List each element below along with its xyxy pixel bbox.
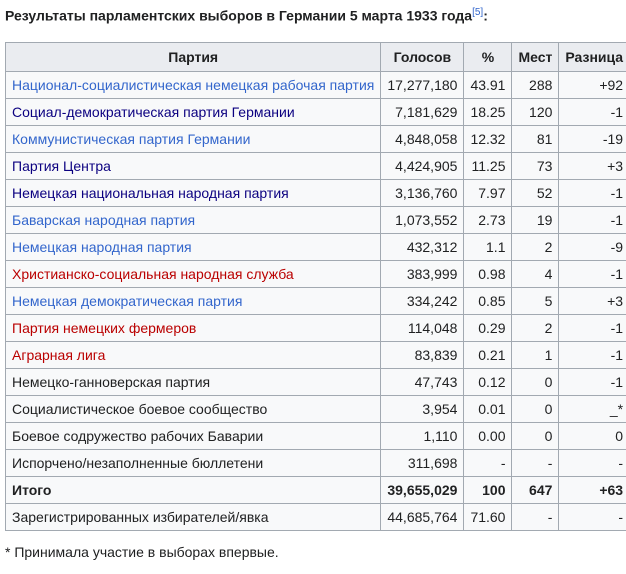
votes-cell: 44,685,764: [381, 504, 464, 531]
percent-cell: 7.97: [464, 180, 512, 207]
votes-cell: 47,743: [381, 369, 464, 396]
total-row: [6, 477, 626, 504]
party-cell: [6, 207, 381, 234]
election-results-table: [5, 42, 626, 531]
votes-cell: 1,073,552: [381, 207, 464, 234]
seats-cell: -: [512, 450, 559, 477]
table-caption: [5, 7, 488, 24]
footnote: * Принимала участие в выборах впервые.: [5, 544, 279, 560]
votes-cell: 39,655,029: [381, 477, 464, 504]
seats-cell: 2: [512, 315, 559, 342]
party-name: Социалистическое боевое сообщество: [12, 401, 268, 417]
seats-cell: -: [512, 504, 559, 531]
diff-cell: -19: [559, 126, 626, 153]
table-row: [6, 99, 626, 126]
seats-cell: 52: [512, 180, 559, 207]
votes-cell: 3,136,760: [381, 180, 464, 207]
header-percent[interactable]: %: [464, 43, 512, 72]
party-name: Испорчено/незаполненные бюллетени: [12, 455, 264, 471]
table-row: [6, 207, 626, 234]
diff-cell: -1: [559, 99, 626, 126]
party-cell: [6, 99, 381, 126]
party-cell: [6, 234, 381, 261]
percent-cell: 1.1: [464, 234, 512, 261]
party-link[interactable]: Христианско-социальная народная служба: [12, 266, 294, 282]
caption-text: Результаты парламентских выборов в Германии 5 марта 1933 года: [5, 7, 473, 24]
percent-cell: 71.60: [464, 504, 512, 531]
seats-cell: 120: [512, 99, 559, 126]
votes-cell: 3,954: [381, 396, 464, 423]
votes-cell: 4,848,058: [381, 126, 464, 153]
party-cell: [6, 315, 381, 342]
table-row: [6, 315, 626, 342]
party-name: Боевое содружество рабочих Баварии: [12, 428, 264, 444]
caption-colon: :: [483, 7, 488, 24]
diff-cell: -1: [559, 261, 626, 288]
seats-cell: 5: [512, 288, 559, 315]
diff-cell: -1: [559, 369, 626, 396]
party-cell: [6, 369, 381, 396]
party-cell: [6, 153, 381, 180]
party-cell: [6, 126, 381, 153]
percent-cell: 0.98: [464, 261, 512, 288]
percent-cell: 0.29: [464, 315, 512, 342]
table-row: [6, 261, 626, 288]
seats-cell: 19: [512, 207, 559, 234]
party-name: Немецко-ганноверская партия: [12, 374, 211, 390]
table-row: [6, 72, 626, 99]
party-name: Итого: [12, 482, 52, 498]
percent-cell: 43.91: [464, 72, 512, 99]
table-header-row: [6, 43, 626, 72]
table-row: [6, 369, 626, 396]
table-row: [6, 423, 626, 450]
diff-cell: +3: [559, 288, 626, 315]
seats-cell: 2: [512, 234, 559, 261]
percent-cell: 18.25: [464, 99, 512, 126]
party-cell: [6, 504, 381, 531]
party-link[interactable]: Партия Центра: [12, 158, 111, 174]
party-cell: [6, 396, 381, 423]
party-link[interactable]: Немецкая национальная народная партия: [12, 185, 289, 201]
party-link[interactable]: Партия немецких фермеров: [12, 320, 197, 336]
percent-cell: -: [464, 450, 512, 477]
party-link[interactable]: Немецкая демократическая партия: [12, 293, 243, 309]
table-row: [6, 234, 626, 261]
seats-cell: 647: [512, 477, 559, 504]
seats-cell: 1: [512, 342, 559, 369]
table-row: [6, 504, 626, 531]
diff-cell: 0: [559, 423, 626, 450]
diff-cell: -9: [559, 234, 626, 261]
party-link[interactable]: Коммунистическая партия Германии: [12, 131, 251, 147]
diff-cell: -1: [559, 315, 626, 342]
table-row: [6, 396, 626, 423]
header-diff[interactable]: Разница: [559, 43, 626, 72]
diff-cell: -1: [559, 342, 626, 369]
table-row: [6, 153, 626, 180]
header-seats[interactable]: Мест: [512, 43, 559, 72]
diff-cell: +3: [559, 153, 626, 180]
votes-cell: 114,048: [381, 315, 464, 342]
votes-cell: 4,424,905: [381, 153, 464, 180]
seats-cell: 81: [512, 126, 559, 153]
header-party[interactable]: Партия: [6, 43, 381, 72]
seats-cell: 0: [512, 396, 559, 423]
party-link[interactable]: Социал-демократическая партия Германии: [12, 104, 295, 120]
percent-cell: 0.21: [464, 342, 512, 369]
percent-cell: 0.12: [464, 369, 512, 396]
votes-cell: 432,312: [381, 234, 464, 261]
reference-link[interactable]: [5]: [472, 7, 484, 18]
percent-cell: 2.73: [464, 207, 512, 234]
votes-cell: 1,110: [381, 423, 464, 450]
votes-cell: 311,698: [381, 450, 464, 477]
seats-cell: 0: [512, 423, 559, 450]
party-cell: [6, 450, 381, 477]
votes-cell: 7,181,629: [381, 99, 464, 126]
diff-cell: +92: [559, 72, 626, 99]
votes-cell: 83,839: [381, 342, 464, 369]
party-cell: [6, 342, 381, 369]
party-cell: [6, 180, 381, 207]
header-votes[interactable]: Голосов: [381, 43, 464, 72]
party-link[interactable]: Немецкая народная партия: [12, 239, 192, 255]
party-name: Зарегистрированных избирателей/явка: [12, 509, 269, 525]
party-link[interactable]: Баварская народная партия: [12, 212, 196, 228]
percent-cell: 0.85: [464, 288, 512, 315]
votes-cell: 383,999: [381, 261, 464, 288]
votes-cell: 17,277,180: [381, 72, 464, 99]
seats-cell: 288: [512, 72, 559, 99]
percent-cell: 11.25: [464, 153, 512, 180]
diff-cell: +63: [559, 477, 626, 504]
party-link[interactable]: Национал-социалистическая немецкая рабочая партия: [12, 77, 375, 93]
percent-cell: 100: [464, 477, 512, 504]
seats-cell: 0: [512, 369, 559, 396]
party-cell: [6, 288, 381, 315]
table-body: [6, 72, 626, 531]
diff-cell: -: [559, 450, 626, 477]
table-row: [6, 288, 626, 315]
diff-cell: _*: [559, 396, 626, 423]
diff-cell: -: [559, 504, 626, 531]
percent-cell: 0.00: [464, 423, 512, 450]
party-cell: [6, 477, 381, 504]
table-row: [6, 450, 626, 477]
table-row: [6, 180, 626, 207]
seats-cell: 4: [512, 261, 559, 288]
seats-cell: 73: [512, 153, 559, 180]
table-row: [6, 342, 626, 369]
diff-cell: -1: [559, 207, 626, 234]
percent-cell: 12.32: [464, 126, 512, 153]
table-row: [6, 126, 626, 153]
percent-cell: 0.01: [464, 396, 512, 423]
party-cell: [6, 423, 381, 450]
party-link[interactable]: Аграрная лига: [12, 347, 106, 363]
party-cell: [6, 261, 381, 288]
party-cell: [6, 72, 381, 99]
votes-cell: 334,242: [381, 288, 464, 315]
diff-cell: -1: [559, 180, 626, 207]
